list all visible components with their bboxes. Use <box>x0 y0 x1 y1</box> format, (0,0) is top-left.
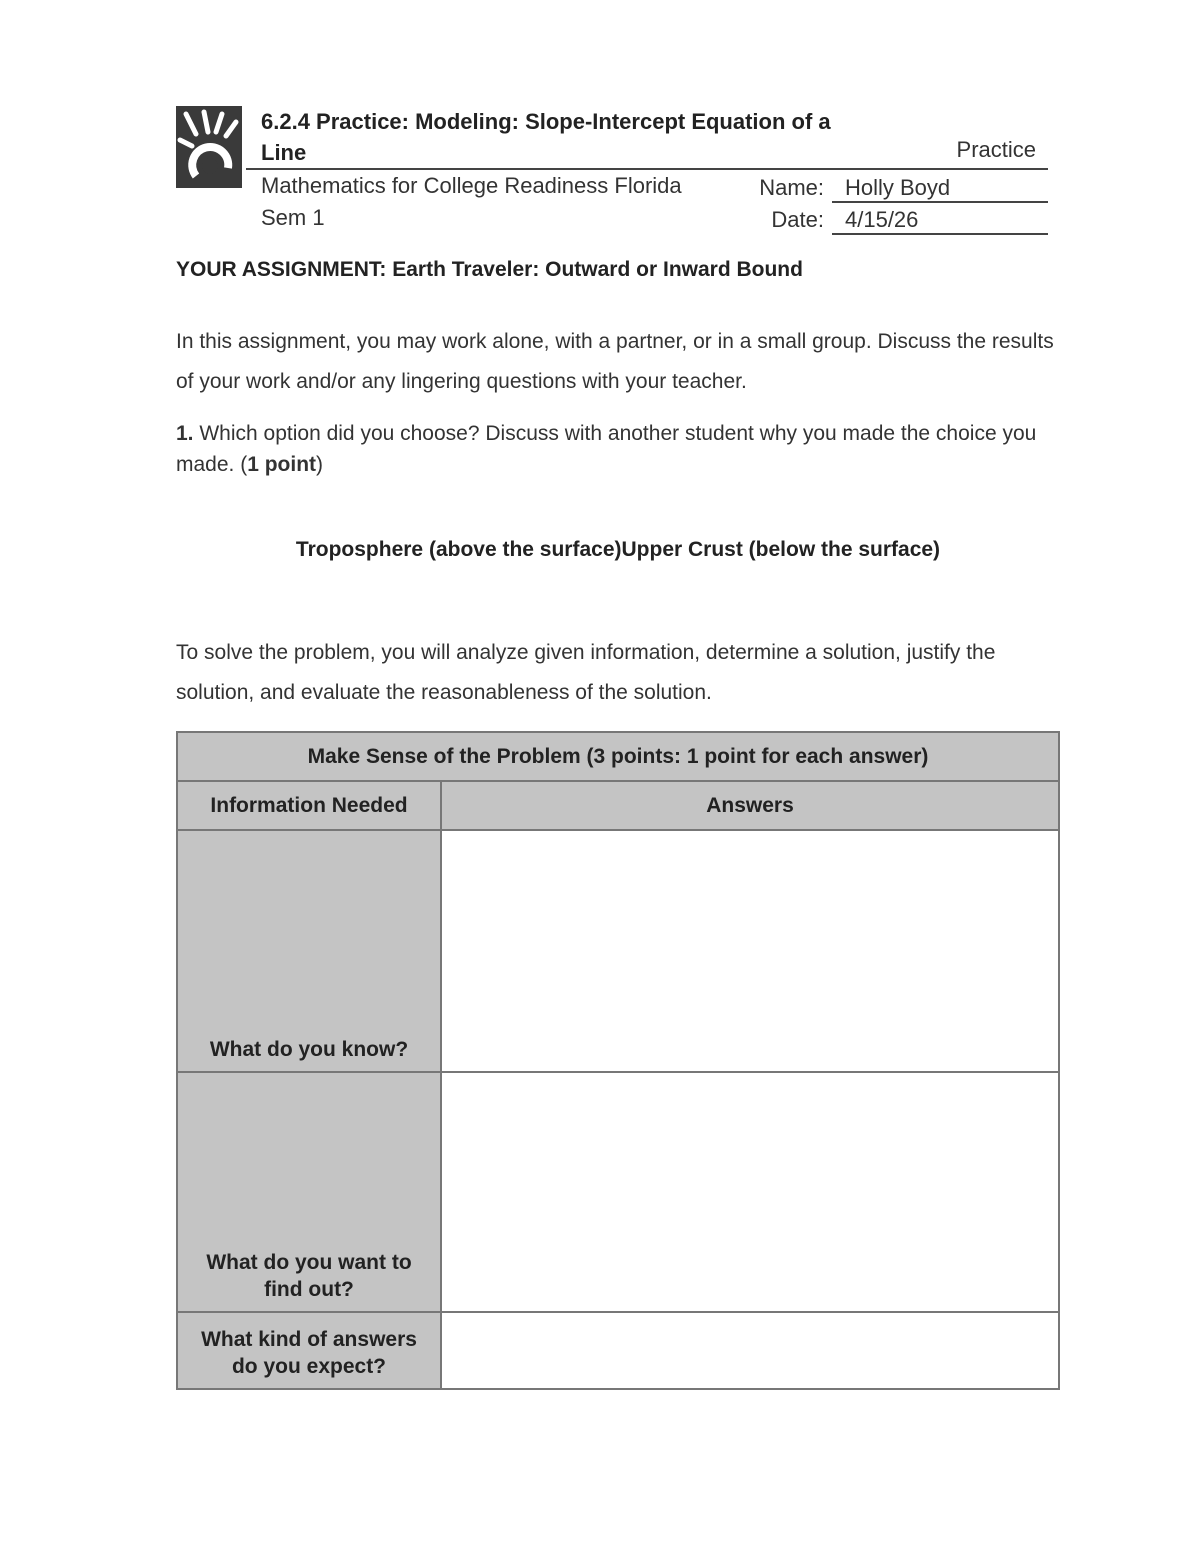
row-label-cell <box>177 1072 441 1312</box>
row-label: What do you know? <box>209 1038 409 1061</box>
answer-field-expect[interactable] <box>441 1312 1059 1389</box>
question-1-text-end: ) <box>316 453 324 476</box>
row-label-cell <box>177 1312 441 1389</box>
name-label: Name: <box>759 175 824 200</box>
question-1-points: 1 point <box>247 453 317 476</box>
course-name <box>261 170 682 234</box>
assignment-heading: YOUR ASSIGNMENT: Earth Traveler: Outward or Inward Bound <box>176 258 803 281</box>
date-label: Date: <box>771 207 824 232</box>
document-type-label: Practice <box>956 137 1036 162</box>
table-row <box>177 1072 1059 1312</box>
date-field[interactable]: 4/15/26 <box>845 207 919 232</box>
answer-field-know[interactable] <box>441 830 1059 1072</box>
question-1-number: 1. <box>176 422 194 445</box>
table-row <box>177 1312 1059 1389</box>
course-line-2: Sem 1 <box>261 205 325 230</box>
row-label-cell <box>177 830 441 1072</box>
option-choices[interactable]: Troposphere (above the surface)Upper Crust (below the surface) <box>295 538 941 561</box>
publisher-logo <box>176 106 242 188</box>
column-header-answers: Answers <box>441 781 1059 830</box>
course-line-1: Mathematics for College Readiness Florida <box>261 173 682 198</box>
table-row <box>177 830 1059 1072</box>
sun-burst-logo-icon <box>176 106 242 188</box>
assignment-intro: In this assignment, you may work alone, with a partner, or in a small group. Discuss the results of your work and/or any lingering questions with your teacher. <box>176 330 1054 393</box>
answer-field-find-out[interactable] <box>441 1072 1059 1312</box>
document-title: 6.2.4 Practice: Modeling: Slope-Intercept Equation of a Line <box>261 109 831 165</box>
row-label: What kind of answers do you expect? <box>201 1328 417 1378</box>
solve-instructions: To solve the problem, you will analyze given information, determine a solution, justify the solution, and evaluate the reasonableness of the solution. <box>176 641 996 704</box>
name-field[interactable]: Holly Boyd <box>845 175 951 200</box>
question-1-text: Which option did you choose? Discuss with another student why you made the choice you made. ( <box>176 422 1037 476</box>
table-title: Make Sense of the Problem (3 points: 1 point for each answer) <box>177 732 1059 781</box>
date-underline <box>832 233 1048 235</box>
name-underline <box>832 201 1048 203</box>
row-label: What do you want to find out? <box>206 1251 412 1301</box>
make-sense-table <box>176 731 1060 1390</box>
column-header-information: Information Needed <box>177 781 441 830</box>
question-1 <box>176 418 1056 480</box>
